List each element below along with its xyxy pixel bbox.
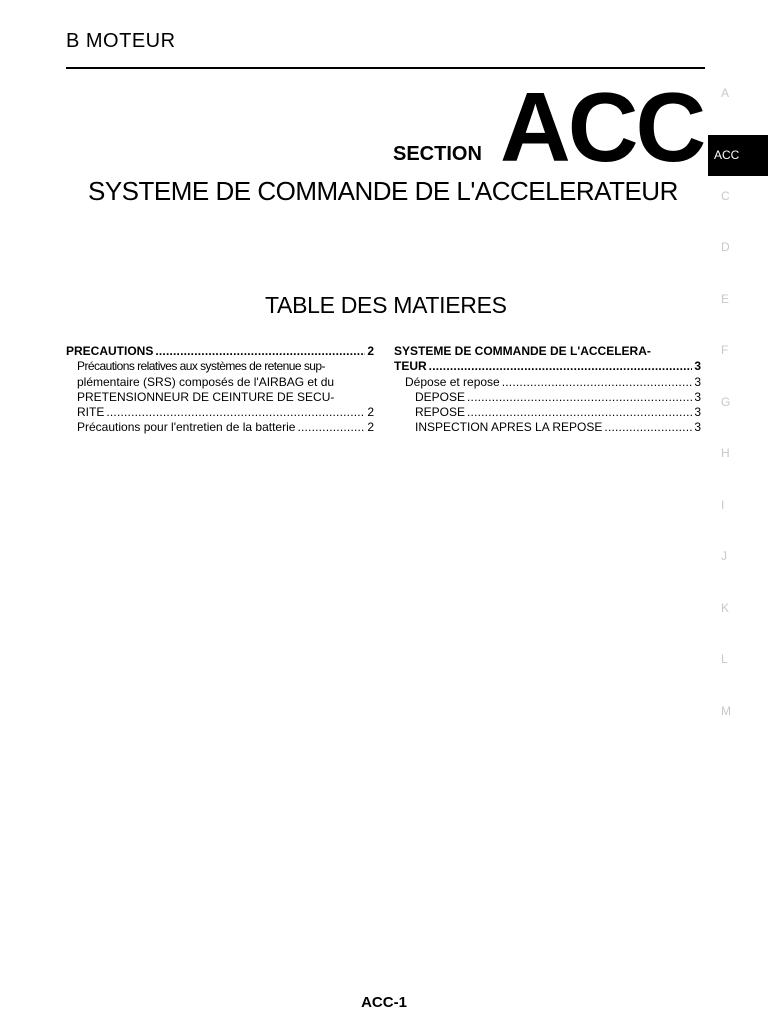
index-tab-a[interactable]: A	[721, 86, 730, 100]
toc-entry-removal[interactable]	[394, 375, 701, 390]
toc-right-column	[394, 344, 701, 436]
index-tab-c[interactable]: C	[721, 188, 730, 203]
toc-entry-label: Précautions pour l'entretien de la batterie	[77, 420, 296, 435]
toc-entry-label: DEPOSE	[415, 389, 466, 404]
toc-leader-dots	[502, 375, 693, 390]
section-title: SYSTEME DE COMMANDE DE L'ACCELERATEUR	[88, 176, 678, 206]
section-code: ACC	[500, 72, 704, 182]
toc-page-number: 3	[694, 420, 701, 435]
index-tab-h[interactable]: H	[721, 446, 730, 460]
index-tab-k[interactable]: K	[721, 600, 730, 615]
index-tab-i[interactable]: I	[721, 497, 725, 512]
toc-entry-battery[interactable]	[66, 420, 374, 435]
toc-left-column	[66, 344, 374, 436]
toc-leader-dots	[467, 390, 692, 405]
section-index-tabs	[708, 83, 768, 752]
toc-entry-depose[interactable]	[394, 390, 701, 405]
toc-page-number: 3	[694, 389, 701, 404]
toc-entry-system-line2[interactable]	[394, 359, 701, 374]
toc-heading: TABLE DES MATIERES	[265, 292, 507, 318]
toc-entry-inspection[interactable]	[394, 420, 701, 435]
toc-leader-dots	[297, 420, 365, 435]
toc-page-number: 2	[367, 405, 374, 420]
toc-page-number: 3	[694, 405, 701, 420]
toc-page-number: 2	[367, 420, 374, 435]
index-tab-l[interactable]: L	[721, 652, 728, 666]
index-tab-f[interactable]: F	[721, 343, 729, 357]
section-label: SECTION	[393, 143, 482, 165]
index-tab-e[interactable]: E	[721, 291, 730, 306]
toc-leader-dots	[429, 359, 693, 374]
toc-leader-dots	[604, 420, 692, 435]
chapter-header: B MOTEUR	[66, 30, 176, 52]
toc-entry-system-line1[interactable]: SYSTEME DE COMMANDE DE L'ACCELERA-	[394, 344, 651, 358]
toc-leader-dots	[106, 405, 365, 420]
toc-page-number: 3	[694, 374, 701, 389]
header-divider	[66, 67, 705, 69]
toc-entry-label: PRECAUTIONS	[66, 344, 154, 358]
toc-entry-srs-line4[interactable]	[66, 405, 374, 420]
page-number: ACC-1	[361, 994, 407, 1011]
toc-entry-srs-line2[interactable]: plémentaire (SRS) composés de l'AIRBAG et du	[77, 374, 335, 389]
toc-leader-dots	[467, 405, 692, 420]
toc-entry-precautions[interactable]	[66, 344, 374, 359]
toc-entry-label: TEUR	[394, 359, 427, 374]
toc-leader-dots	[155, 344, 365, 359]
toc-entry-label: REPOSE	[415, 405, 466, 420]
toc-page-number: 3	[694, 359, 701, 374]
index-tab-g[interactable]: G	[721, 394, 731, 409]
toc-entry-srs-line1[interactable]: Précautions relatives aux systèmes de retenue sup-	[77, 359, 325, 374]
toc-entry-label: Dépose et repose	[405, 374, 500, 389]
toc-entry-repose[interactable]	[394, 405, 701, 420]
index-tab-j[interactable]: J	[721, 549, 727, 563]
toc-entry-srs-line3[interactable]: PRETENSIONNEUR DE CEINTURE DE SECU-	[77, 389, 335, 404]
index-tab-acc-active[interactable]: ACC	[708, 135, 768, 176]
index-tab-m[interactable]: M	[721, 703, 731, 718]
toc-entry-label: RITE	[77, 405, 105, 420]
index-tab-d[interactable]: D	[721, 240, 730, 254]
toc-page-number: 2	[367, 344, 374, 358]
toc-entry-label: INSPECTION APRES LA REPOSE	[415, 420, 603, 435]
